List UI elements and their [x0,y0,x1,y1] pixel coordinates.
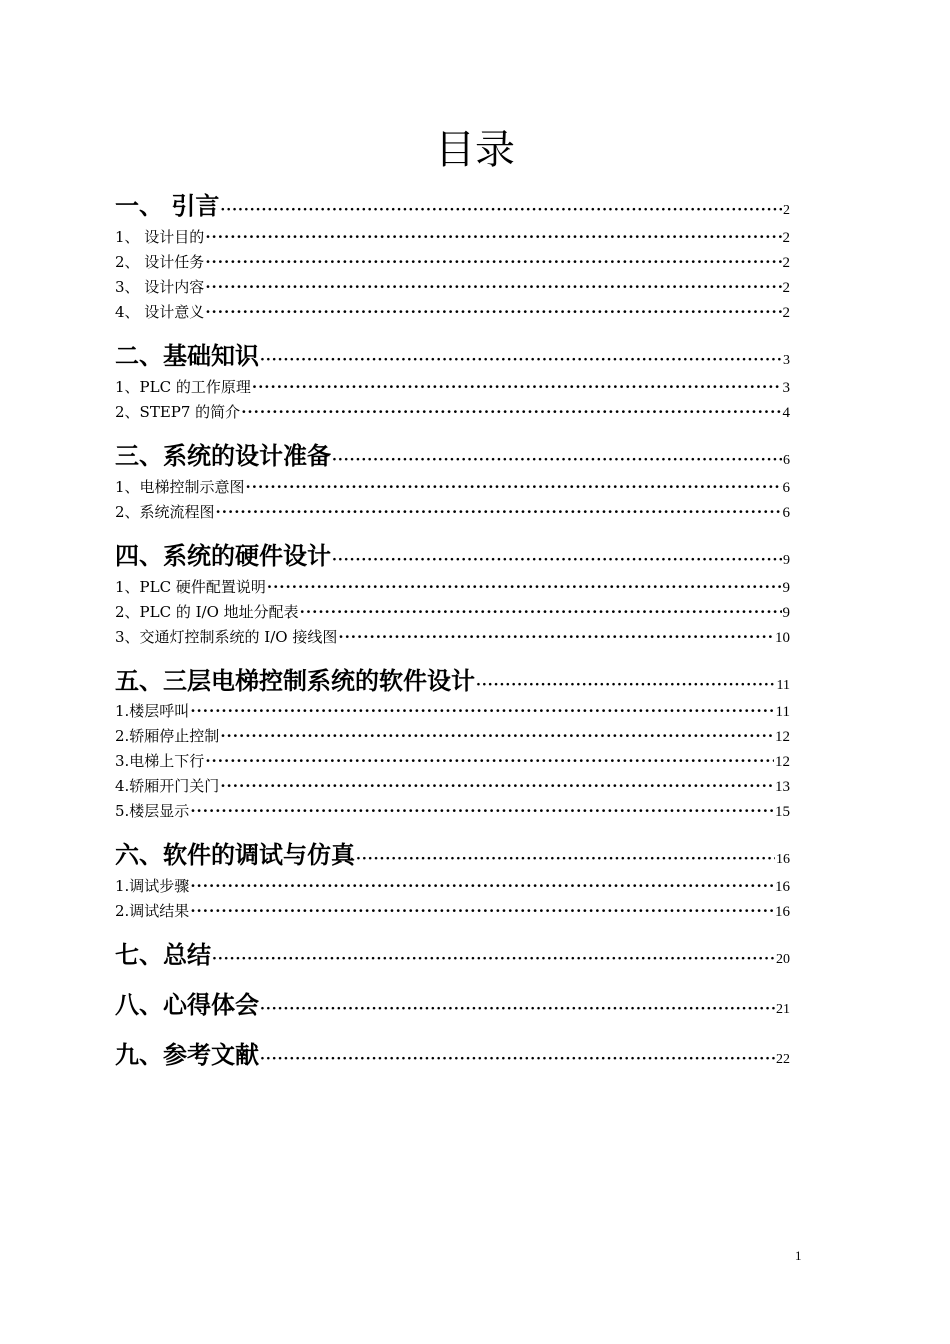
toc-entry-page: 2 [782,255,790,271]
toc-leader-dots [332,452,782,468]
toc-leader-dots [241,403,781,421]
toc-section-entry[interactable] [115,276,790,297]
toc-chapter-entry[interactable] [115,985,790,1020]
toc-entry-page: 9 [782,605,790,621]
toc-entry-page: 16 [776,852,790,867]
toc-entry-label: 4.轿厢开门关门 [115,777,220,795]
toc-entry-label: 七、总结 [115,941,211,969]
toc-chapter-entry[interactable] [115,1035,790,1070]
toc-entry-label: 1、电梯控制示意图 [115,478,245,496]
toc-entry-label: 六、软件的调试与仿真 [115,841,355,869]
toc-leader-dots [252,378,782,396]
toc-section-entry[interactable] [115,376,790,397]
toc-entry-page: 6 [782,480,790,496]
toc-entry-page: 2 [783,203,790,218]
toc-leader-dots [205,228,781,246]
toc-entry-page: 3 [782,380,790,396]
toc-entry-label: 一、 引言 [115,192,220,220]
toc-entry-page: 9 [782,580,790,596]
toc-entry-page: 16 [775,879,790,895]
toc-entry-page: 6 [783,453,790,468]
toc-entry-page: 12 [775,729,790,745]
toc-leader-dots [476,677,776,693]
toc-entry-page: 13 [775,779,790,795]
toc-section-entry[interactable] [115,401,790,422]
toc-leader-dots [260,1001,775,1017]
toc-leader-dots [205,752,774,770]
toc-section-entry[interactable] [115,900,790,921]
toc-section-entry[interactable] [115,476,790,497]
toc-leader-dots [205,253,781,271]
toc-chapter-entry[interactable] [115,436,790,471]
toc-entry-label: 2、PLC 的 I/O 地址分配表 [115,603,299,621]
toc-chapter-entry[interactable] [115,835,790,870]
toc-entry-label: 三、系统的设计准备 [115,442,331,470]
toc-entry-page: 2 [782,280,790,296]
toc-entry-label: 2、STEP7 的简介 [115,403,241,421]
toc-entry-page: 4 [782,405,790,421]
toc-entry-label: 1.调试步骤 [115,877,190,895]
toc-leader-dots [190,802,774,820]
toc-leader-dots [267,578,782,596]
toc-leader-dots [190,902,774,920]
toc-leader-dots [260,1051,775,1067]
toc-section-entry[interactable] [115,875,790,896]
toc-entry-label: 2、系统流程图 [115,503,215,521]
toc-leader-dots [190,702,774,720]
toc-entry-label: 2、 设计任务 [115,253,205,271]
toc-entry-page: 6 [782,505,790,521]
toc-entry-label: 八、心得体会 [115,991,259,1019]
toc-entry-label: 五、三层电梯控制系统的软件设计 [115,667,475,695]
toc-chapter-entry[interactable] [115,661,790,696]
toc-entry-page: 3 [783,353,790,368]
toc-leader-dots [205,303,781,321]
toc-entry-page: 16 [775,904,790,920]
toc-entry-page: 11 [775,704,790,720]
toc-entry-label: 1、 设计目的 [115,228,205,246]
toc-section-entry[interactable] [115,576,790,597]
toc-leader-dots [190,877,774,895]
toc-entry-page: 20 [776,952,790,967]
toc-section-entry[interactable] [115,251,790,272]
toc-entry-page: 9 [783,553,790,568]
toc-entry-label: 1、PLC 硬件配置说明 [115,578,266,596]
toc-section-entry[interactable] [115,750,790,771]
toc-leader-dots [260,352,782,368]
toc-chapter-entry[interactable] [115,186,790,221]
toc-entry-label: 5.楼层显示 [115,802,190,820]
toc-leader-dots [220,777,774,795]
toc-leader-dots [212,951,775,967]
toc-entry-label: 2.调试结果 [115,902,190,920]
toc-section-entry[interactable] [115,626,790,647]
toc-entry-page: 15 [775,804,790,820]
toc-entry-page: 2 [782,230,790,246]
toc-leader-dots [216,503,782,521]
toc-entry-label: 九、参考文献 [115,1041,259,1069]
page-title: 目录 [435,127,515,173]
toc-section-entry[interactable] [115,501,790,522]
toc-entry-page: 12 [775,754,790,770]
toc-section-entry[interactable] [115,775,790,796]
toc-section-entry[interactable] [115,700,790,721]
toc-section-entry[interactable] [115,800,790,821]
toc-chapter-entry[interactable] [115,336,790,371]
toc-section-entry[interactable] [115,601,790,622]
toc-leader-dots [220,202,782,218]
toc-leader-dots [332,552,782,568]
toc-section-entry[interactable] [115,725,790,746]
toc-leader-dots [356,851,775,867]
toc-chapter-entry[interactable] [115,536,790,571]
toc-leader-dots [338,628,774,646]
toc-entry-label: 2.轿厢停止控制 [115,727,220,745]
toc-entry-page: 11 [776,678,790,693]
toc-entry-label: 3.电梯上下行 [115,752,205,770]
toc-entry-page: 10 [775,630,790,646]
toc-entry-label: 3、 设计内容 [115,278,205,296]
toc-leader-dots [246,478,782,496]
toc-entry-label: 1、PLC 的工作原理 [115,378,251,396]
toc-entry-label: 四、系统的硬件设计 [115,542,331,570]
toc-entry-label: 3、交通灯控制系统的 I/O 接线图 [115,628,338,646]
toc-section-entry[interactable] [115,301,790,322]
toc-leader-dots [220,727,774,745]
toc-chapter-entry[interactable] [115,935,790,970]
toc-section-entry[interactable] [115,226,790,247]
page-number: 1 [795,1248,802,1263]
toc-leader-dots [205,278,781,296]
toc-entry-label: 4、 设计意义 [115,303,205,321]
toc-entry-page: 2 [782,305,790,321]
toc-entry-page: 22 [776,1052,790,1067]
toc-leader-dots [300,603,782,621]
toc-entry-label: 二、基础知识 [115,342,259,370]
toc-entry-label: 1.楼层呼叫 [115,702,190,720]
toc-entry-page: 21 [776,1002,790,1017]
